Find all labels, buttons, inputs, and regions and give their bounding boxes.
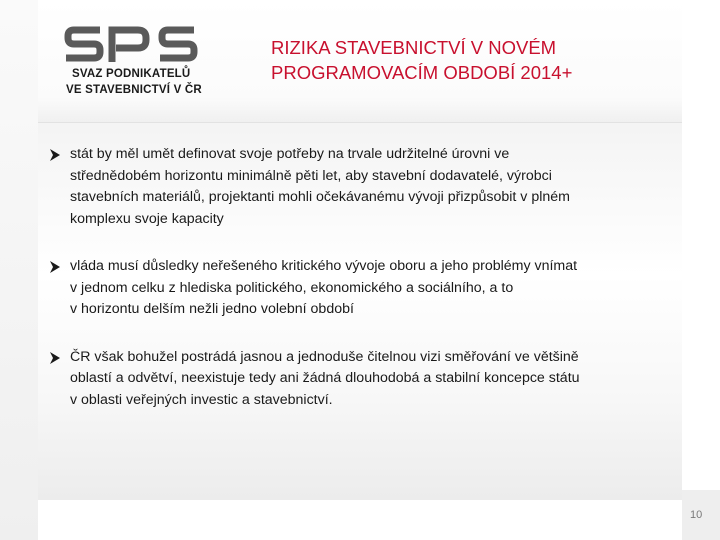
bullet-list [48, 144, 688, 437]
logo-text-line-2: VE STAVEBNICTVÍ V ČR [66, 84, 202, 96]
slide-title [271, 35, 631, 85]
bullet-line: stavebních materiálů, projektanti mohli očekávanému vývoji přizpůsobit v plném [70, 189, 570, 205]
bullet-text [70, 256, 688, 321]
page-number: 10 [690, 509, 703, 521]
bullet-line: ČR však bohužel postrádá jasnou a jednoduše čitelnou vizi směřování ve většině [70, 348, 579, 365]
bullet-text [70, 144, 688, 230]
bullet-text [70, 347, 688, 412]
arrow-bullet-icon [48, 148, 62, 162]
bullet-line: střednědobém horizontu minimálně pěti let, aby stavební dodavatelé, výrobci [70, 167, 552, 184]
arrow-bullet-icon [48, 351, 62, 365]
bullet-line: v horizontu delším nežli jedno volební období [70, 301, 354, 317]
sps-logo-mark [62, 24, 202, 64]
bullet-line: stát by měl umět definovat svoje potřeby na trvale udržitelné úrovni ve [70, 146, 510, 162]
slide-title-line-2: PROGRAMOVACÍM OBDOBÍ 2014+ [271, 62, 573, 83]
bullet-item [48, 256, 688, 321]
bullet-line: v oblasti veřejných investic a stavebnictví. [70, 391, 333, 408]
logo-text-line-1: SVAZ PODNIKATELŮ [72, 68, 191, 80]
left-margin-strip [0, 0, 38, 540]
bullet-item [48, 347, 688, 412]
bullet-line: komplexu svoje kapacity [70, 210, 224, 227]
arrow-bullet-icon [48, 260, 62, 274]
bullet-line: vláda musí důsledky neřešeného kritického vývoje oboru a jeho problémy vnímat [70, 258, 578, 274]
sps-logo [62, 24, 212, 104]
bullet-item [48, 144, 688, 230]
bullet-line: oblastí a odvětví, neexistuje tedy ani žádná dlouhodobá a stabilní koncepce státu [70, 370, 580, 386]
slide-title-line-1: RIZIKA STAVEBNICTVÍ V NOVÉM [271, 37, 557, 58]
bullet-line: v jednom celku z hlediska politického, ekonomického a sociálního, a to [70, 279, 514, 296]
